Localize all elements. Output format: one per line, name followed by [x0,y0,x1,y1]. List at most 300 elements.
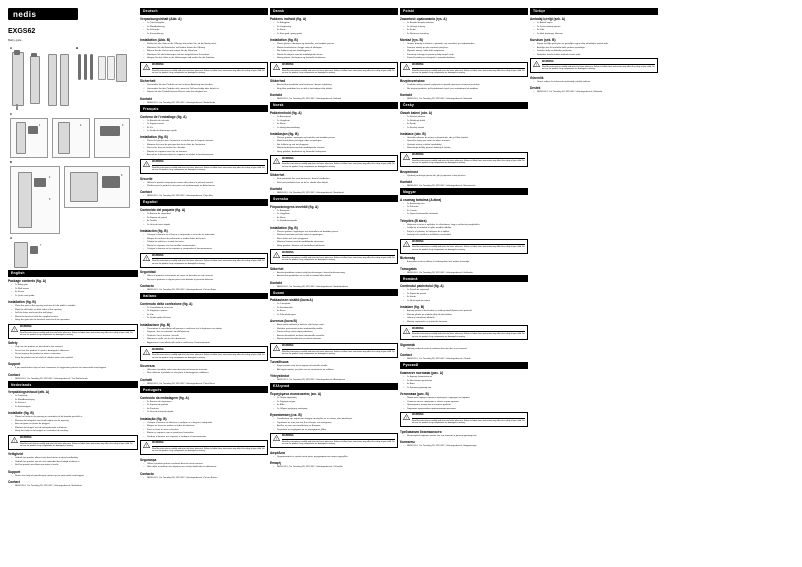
list-item: • NEDIS B.V., De Tweeling 28, 5215 MC 's-Hertogenbosch, Holandia [407,98,528,101]
section-heading: Conținutul pachetului (fig. A) [400,284,444,289]
warning-box-русский [400,412,528,427]
svg-text:!: ! [146,350,147,355]
warning-box-italiano [140,346,268,361]
list-item: • 4x Parafuso [147,408,268,411]
list-item: • Montați suporturile cu șuruburile furnizate. [407,321,528,324]
list-item: • Fúrja ki a lyukakat, és helyezze be a tipliket. [407,231,528,234]
gate-panel-main [12,52,24,106]
list-item: • Segnare i fori su entrambi i lati dell'apertura. [147,331,268,334]
list-item: • Monteer de beugels met de meegeleverde schroeven. [15,427,138,430]
list-item: • Açıklığın her iki tarafında delik yerlerini işaretleyin. [537,47,658,50]
section-heading: Contenuto della confezione (fig. A) [140,301,193,306]
list-item: • 1x Барьер безопасности [407,376,528,379]
list-item: • 4x Skruv [277,217,398,220]
warning-text: Read the instructions carefully and retain for future reference. Failure to follow these instructions may affect the safety of your child. Do not use the product if any components are damaged or missing. [282,256,395,262]
list-item: • Agganciare il cancelletto alle staffe e verificarne il funzionamento. [147,342,268,345]
list-item: • Σημειώστε τις οπές και στις δύο πλευρές του ανοίγματος. [277,422,398,425]
warning-text: Read the instructions carefully and retain for future reference. Failure to follow these instructions may affect the safety of your child. Do not use the product if any components are damaged or missing. [412,159,525,165]
warning-triangle-icon [273,252,280,258]
language-heading-suomi: Suomi [270,289,398,296]
gate-panel-secondary [30,56,40,104]
section-heading: Kontakt [270,93,282,98]
svg-text:!: ! [276,347,277,352]
list-item: • 4x Schraube [147,29,268,32]
list-item: • 2x Suporte de parede [147,404,268,407]
list-item: • Häng grinden i fästena och kontrollera funktionen. [277,245,398,248]
section-heading: Support [8,362,21,367]
list-item: • Szerelje fel a tartókat a mellékelt csavarokkal. [407,234,528,237]
list-item: • Faça os furos e insira as buchas. [147,429,268,432]
screw-2 [84,54,87,80]
svg-text:!: ! [146,66,147,71]
section-heading: Contact [400,353,412,358]
list-item: • No use el producto si alguna pieza está dañada o presenta defectos. [147,279,268,282]
list-item: • 1x Türschutzgitter [147,22,268,25]
section-heading: Contacto [140,284,154,289]
list-item: • 1x Stručný návod [407,127,528,130]
list-item: • If you need further help or have comments or suggestions please visit www.nedis.com/support [15,367,138,370]
section-heading: Asennus (kuva B) [270,319,297,324]
list-item: • 1x Poartă de siguranță [407,289,528,292]
language-heading-svenska: Svenska [270,195,398,202]
warning-title: WARNING [412,326,424,330]
warning-title: WARNING [152,347,164,351]
list-item: • Vyvrtejte otvory a vložte hmoždinky. [407,144,528,147]
warning-title: WARNING [412,413,424,417]
language-column-4 [400,8,528,449]
section-heading: Περιεχόμενα συσκευασίας (εικ. A) [270,392,322,397]
list-item: • Marcați găurile pe ambele părți ale deschiderii. [407,314,528,317]
list-item: • Plaats het hekje in de opening en controleer of de breedte geschikt is. [15,416,138,419]
section-heading: Verpackungsinhalt (Abb. A) [140,17,182,22]
warning-title: WARNING [282,344,294,348]
section-heading: Biztonság [400,256,416,261]
svg-text:!: ! [14,439,15,444]
list-item: • Setzen Sie das Produkt keinem Wasser oder Feuchtigkeit aus. [147,91,268,94]
section-heading: Montaż (rys. B) [400,38,423,43]
warning-triangle-icon [533,61,540,67]
list-item: • Vyznačte otvory pro vrtání na obou stranách. [407,140,528,143]
list-item: • Bor hullene og sett inn pluggene. [277,144,398,147]
svg-text:!: ! [276,437,277,442]
language-heading-norsk: Norsk [270,102,398,109]
list-item: • Monte los soportes con los tornillos suministrados. [147,245,268,248]
list-item: • Merk borehullene på begge sider av åpningen. [277,140,398,143]
list-item: • 4x Skrue [277,123,398,126]
list-item: • Brug ikke produktet hvis en del er beskadiget eller defekt. [277,88,398,91]
list-item: • Accrochez la barrière dans les supports et vérifiez le fonctionnement. [147,154,268,157]
warning-box-nederlands [8,435,138,450]
list-item: • Utilice el producto únicamente tal como se describe en este manual. [147,275,268,278]
callout-4: 4 [49,176,51,179]
section-heading: Pakkauksen sisältö (kuva A) [270,298,313,303]
figure-c-gate [16,122,26,154]
section-heading: Support [8,469,21,474]
section-heading: Contatti [140,377,153,382]
figure-c-mount [100,126,120,136]
language-column-5 [530,8,658,95]
list-item: • NEDIS B.V., De Tweeling 28, 5215 MC 's-Hertogenbosch, Holland [277,98,398,101]
section-heading: Ασφάλεια [270,450,285,455]
gate-latch-top [14,50,20,55]
list-item: • 1x Hurtigstartveiledning [277,127,398,130]
list-item: • Place the gate in the opening and check if the width is suitable. [15,305,138,308]
list-item: • Anvend kun produktet som beskrevet i denne vejledning. [277,84,398,87]
section-heading: Safety [8,341,18,346]
language-heading-español: Español [140,199,268,206]
list-item: • 1x Kurzanleitung [147,33,268,36]
list-item: • Praticare i fori e inserire i tasselli. [147,335,268,338]
list-item: • NEDIS B.V., De Tweeling 28, 5215 MC 's-Hertogenbosch, Ολλανδία [277,466,398,469]
language-column-1 [8,270,138,489]
section-heading: Kontakt [270,280,282,285]
svg-text:!: ! [406,416,407,421]
list-item: • 2x Wandhalterung [147,26,268,29]
callout-3: 3 [122,124,124,127]
list-item: • Отметьте места сверления с обеих сторон проема. [407,401,528,404]
list-item: • Monte os suportes com os parafusos fornecidos. [147,432,268,435]
warning-text: Read the instructions carefully and retain for future reference. Failure to follow these instructions may affect the safety of your child. Do not use the product if any components are damaged or missing. [412,246,525,251]
section-heading: Contenu de l'emballage (fig. A) [140,114,187,119]
warning-box-ελληνικά [270,433,398,448]
section-heading: Installazione (fig. B) [140,322,171,327]
list-item: • 2x Настенное крепление [407,380,528,383]
list-item: • Verwenden Sie das Produkt nur wie in dieser Anleitung beschrieben. [147,84,268,87]
list-item: • 2x Support mural [147,123,268,126]
list-item: • Asenna kiinnikkeet mukana toimitetuilla ruuveilla. [277,335,398,338]
warning-triangle-icon [143,64,150,70]
language-heading-magyar: Magyar [400,188,528,195]
section-heading: Segurança [140,457,157,462]
section-heading: Kontakt [270,186,282,191]
warning-triangle-icon [403,64,410,70]
list-item: • Braketleri ürünle verilen vidalarla monte edin. [537,54,658,57]
list-item: • NEDIS B.V., De Tweeling 28, 5215 MC 's-Hertogenbosch, Нидерланды [407,445,528,448]
list-item: • Výrobek používejte pouze tak, jak je popsáno v této příručce. [407,175,528,178]
list-item: • Namontujte držáky pomocí dodaných šroubů. [407,147,528,150]
list-item: • NEDIS B.V., De Tweeling 28, 5215 MC 's-Hertogenbosch, Nederland [277,192,398,195]
list-item: • 1x Οδηγός γρήγορης εκκίνησης [277,408,398,411]
warning-triangle-icon [403,328,410,334]
list-item: • Boor de gaten en plaats de pluggen. [15,423,138,426]
list-item: • 1x Guida rapida all'avvio [147,317,268,320]
warning-triangle-icon [143,255,150,261]
warning-title: WARNING [152,160,164,164]
warning-text: Read the instructions carefully and retain for future reference. Failure to follow these instructions may affect the safety of your child. Do not use the product if any components are damaged or missing. [412,333,525,338]
wall-mount-bracket [116,54,127,82]
list-item: • Ripusta portti kiinnikkeisiin ja tarkista toiminta. [277,338,398,341]
wall-plug-1 [98,56,106,80]
list-item: • Coloque a barreira na abertura e verifique se a largura é adequada. [147,422,268,425]
list-item: • Hängen Sie das Gitter in die Halterungen und prüfen Sie die Funktion. [147,57,268,60]
list-item: • Marker borehullerne i begge sider af åbningen. [277,47,398,50]
list-item: • 1x Kom godt i gang-guide [277,33,398,36]
section-heading: Sikkerhet [270,173,285,178]
list-item: • Marque los orificios de perforación a ambos lados del hueco. [147,238,268,241]
list-item: • Τοποθετήστε την πόρτα στο άνοιγμα και ελέγξτε αν το πλάτος είναι κατάλληλο. [277,418,398,421]
svg-text:!: ! [406,66,407,71]
list-item: • Ανοίξτε τις οπές και τοποθετήστε τα βύσματα. [277,425,398,428]
list-item: • Zaznacz otwory po obu stronach przejścia. [407,47,528,50]
list-item: • 2x Fali tartó [407,206,528,209]
section-heading: Контакты [400,440,416,445]
list-item: • 2x Vægbeslag [277,26,398,29]
list-item: • 4x Ruuvi [277,310,398,313]
warning-triangle-icon [11,326,18,332]
gate-hinge [31,53,37,57]
section-heading: Installation (fig. B) [270,38,298,43]
section-heading: Veiligheid [8,452,23,457]
language-heading-français: Français [140,105,268,112]
figure-e-gate [14,242,28,268]
section-heading: Obsah balení (obr. A) [400,111,432,115]
figure-e-latch [30,246,38,254]
section-heading: Contact [140,190,152,195]
list-item: • 4x Śruba [407,29,528,32]
list-item: • 1x Barngrind [277,210,398,213]
list-item: • Do not use the product if a part is damaged or defective. [15,350,138,353]
section-heading: Ambalaj içeriği (şek. A) [530,17,565,22]
list-item: • Jelölje be a furatokat a nyílás mindkét oldalán. [407,227,528,230]
language-heading-dansk: Dansk [270,8,398,15]
list-item: • Hang the gate into the brackets and check the operation. [15,319,138,322]
section-heading: Installation (fig. B) [8,300,36,305]
list-item: • NEDIS B.V., De Tweeling 28, 5215 MC 's-Hertogenbosch, Nederländerna [277,286,398,289]
list-item: • Stellen Sie das Gitter in die Öffnung und prüfen Sie, ob die Breite passt. [147,43,268,46]
list-item: • Only use the product as described in this manual. [15,346,138,349]
section-heading: Contenido del paquete (fig. A) [140,208,186,213]
warning-triangle-icon [403,154,410,160]
list-item: • Bor hullerne og sæt rawlpluggene i. [277,50,398,53]
list-item: • NEDIS B.V., De Tweeling 28, 5215 MC 's-Hertogenbosch, The Netherlands [15,378,138,381]
list-item: • 1x Guía de inicio rápido [147,224,268,227]
list-item: • Käytä tuotetta vain tässä oppaassa kuvatulla tavalla. [277,365,398,368]
list-item: • Zawieś bramkę na uchwytach i sprawdź działanie. [407,57,528,60]
warning-triangle-icon [143,161,150,167]
svg-text:!: ! [406,329,407,334]
warning-box-svenska [270,249,398,264]
callout-2: 2 [80,124,82,127]
section-heading: Güvenlik [530,75,544,80]
list-item: • 1x Biztonsági rács [407,203,528,206]
list-item: • NEDIS B.V., De Tweeling 28, 5215 MC 's-Hertogenbosch, Países Baixos [147,477,268,480]
language-heading-русский: Русский [400,362,528,369]
figure-c-gate-2 [58,122,70,154]
list-item: • 4x Tornillo [147,220,268,223]
list-item: • Nie używaj produktu, jeśli jakakolwiek część jest uszkodzona lub wadliwa. [407,88,528,91]
list-item: • 2x Στήριγμα τοίχου [277,401,398,404]
figure-label-e: A [10,236,13,240]
section-heading: Turvallisuus [270,360,289,365]
list-item: • Umístěte zábranu do otvoru a zkontrolujte, zda je šířka vhodná. [407,137,528,140]
list-item: • N'utilisez pas le produit si une pièce est endommagée ou défectueuse. [147,185,268,188]
list-item: • Drill the holes and insert the wall plugs. [15,312,138,315]
warning-title: WARNING [152,63,164,67]
list-item: • NEDIS B.V., De Tweeling 28, 5215 MC 's-Hertogenbosch, Alankomaat [277,379,398,382]
figure-d-latch [34,178,46,187]
warning-title: WARNING [20,325,32,329]
list-item: • Montieren Sie die Halterungen mit den mitgelieferten Schrauben. [147,54,268,57]
list-item: • Posizionare il cancelletto nell'apertura e verificare che la larghezza sia adatta. [147,328,268,331]
list-item: • Ürünü sadece bu kılavuzda açıklandığı şekilde kullanın. [537,81,658,84]
list-item: • Stel het product niet bloot aan water of vocht. [15,464,138,467]
section-heading: Förpackningens innehåll (fig. A) [270,204,319,209]
warning-text: Read the instructions carefully and retain for future reference. Failure to follow these instructions may affect the safety of your child. Do not use the product if any components are damaged or missing. [20,331,133,336]
warning-title: WARNING [20,436,32,440]
list-item: • 1x Dětská zábrana [407,116,528,119]
warning-triangle-icon [273,64,280,70]
list-item: • Cuelgue la barrera en los soportes y compruebe el funcionamiento. [147,248,268,251]
list-item: • Plasser grinden i åpningen og kontroller om bredden passer. [277,137,398,140]
list-item: • Utilize o produto apenas conforme descrito neste manual. [147,463,268,466]
list-item: • 4x Винт [407,383,528,386]
section-heading: Támogatás [400,266,417,271]
section-heading: Επαφή [270,461,281,466]
list-item: • 4x Vite [147,314,268,317]
list-item: • Monter beslagene med de medfølgende skruer. [277,54,398,57]
list-item: • Hæng gitteret i beslagene og kontroller funktionen. [277,57,398,60]
list-item: • Hang het hekje in de beugels en controleer de werking. [15,430,138,433]
section-heading: Package contents (fig. A) [8,279,46,284]
list-item: • 4x Schroef [15,402,138,405]
list-item: • Delikleri delin ve dübelleri yerleştirin. [537,50,658,53]
list-item: • 2x Soporte de pared [147,217,268,220]
warning-box-türkçe [530,58,658,73]
language-column-2 [140,8,268,480]
language-heading-română: Română [400,275,528,282]
svg-text:!: ! [146,444,147,449]
warning-text: Read the instructions carefully and retain for future reference. Failure to follow these instructions may affect the safety of your child. Do not use the product if any components are damaged or missing. [542,66,655,71]
list-item: • Așezați poarta în deschidere și verificați dacă lățimea este potrivită. [407,310,528,313]
section-heading: Bezpieczeństwo [400,79,425,84]
svg-text:!: ! [276,66,277,71]
warning-text: Read the instructions carefully and retain for future reference. Failure to follow these instructions may affect the safety of your child. Do not use the product if any components are damaged or missing. [282,440,395,446]
list-item: • Do not expose the product to water or moisture. [15,353,138,356]
brand-logo [8,8,78,20]
gate-foot [16,104,18,110]
list-item: • Mark the drill holes on both sides of the opening. [15,309,138,312]
list-item: • Χρησιμοποιείτε το προϊόν μόνο όπως περιγράφεται στο παρόν εγχειρίδιο. [277,456,398,459]
list-item: • Verwenden Sie das Produkt nicht, wenn ein Teil beschädigt oder defekt ist. [147,88,268,91]
warning-title: WARNING [282,63,294,67]
list-item: • Umieść bramkę w otworze i sprawdź, czy szerokość jest odpowiednia. [407,43,528,46]
list-item: • 2x Wall mount [15,288,138,291]
figure-d-detail [70,172,98,202]
svg-text:!: ! [146,163,147,168]
list-item: • NEDIS B.V., De Tweeling 28, 5215 MC 's-Hertogenbosch, Hollandia [407,272,528,275]
list-item: • Taladre los orificios e inserte los tacos. [147,241,268,244]
warning-text: Read the instructions carefully and retain for future reference. Failure to follow these instructions may affect the safety of your child. Do not use the product if any components are damaged or missing. [152,447,265,453]
warning-box-deutsch [140,62,268,77]
language-heading-italiano: Italiano [140,293,268,300]
list-item: • Markeer de boorgaten aan beide zijden van de opening. [15,420,138,423]
list-item: • Aseta portti aukkoon ja tarkista, että leveys sopii. [277,324,398,327]
list-item: • NEDIS B.V., De Tweeling 28, 5215 MC 's-Hertogenbosch, Olanda [407,358,528,361]
section-heading: Bezpečnost [400,169,418,174]
list-item: • Montare le staffe con le viti in dotazione. [147,338,268,341]
list-item: • 1x Cancelletto di sicurezza [147,307,268,310]
list-item: • Monter brakettene med de medfølgende skruene. [277,147,398,150]
list-item: • 1x Bebek kapısı [537,22,658,25]
list-item: • 1x Quick start guide [15,295,138,298]
list-item: • Poraa reiät ja aseta tulpat paikalleen. [277,331,398,334]
list-item: • Non utilizzare il prodotto se una parte è danneggiata o difettosa. [147,372,268,375]
figure-panel [8,46,136,268]
list-item: • 2x Nástěnný držák [407,120,528,123]
list-item: • Bruk produktet kun som beskrevet i denne håndboken. [277,178,398,181]
list-item: • 2x Suport de perete [407,293,528,296]
svg-text:!: ! [276,253,277,258]
section-heading: Installation (fig. B) [140,135,168,140]
warning-title: WARNING [282,156,294,160]
figure-label-c: C [10,112,13,116]
section-heading: Pakkeinnhold (fig. A) [270,111,302,115]
language-heading-nederlands: Nederlands [8,381,138,388]
warning-box-română [400,325,528,340]
list-item: • 1x Barrera de seguridad [147,213,268,216]
list-item: • NEDIS B.V., De Tweeling 28, 5215 MC 's-Hertogenbosch, Niederlande [147,102,268,105]
section-heading: Установка (рис. B) [400,392,429,397]
list-item: • 4x Βίδα [277,404,398,407]
list-item: • 1x Barnegrind [277,116,398,119]
warning-text: Read the instructions carefully and retain for future reference. Failure to follow these instructions may affect the safety of your child. Do not use the product if any components are damaged or missing. [152,166,265,172]
list-item: • 2x Duvar montaj aparatı [537,26,658,29]
list-item: • Закрепите кронштейны прилагаемыми винтами. [407,408,528,411]
list-item: • A terméket csak az ebben a kézikönyvben leírt módon használja. [407,261,528,264]
list-item: • 2x Väggfäste [277,213,398,216]
section-heading: Kontakt [400,93,412,98]
warning-triangle-icon [11,437,18,443]
warning-box-english [8,324,138,339]
warning-box-français [140,159,268,174]
list-item: • 1x Краткое руководство [407,387,528,390]
section-heading: Pakkens indhold (fig. A) [270,17,307,22]
list-item: • NEDIS B.V., De Tweeling 28, 5215 MC 's-Hertogenbosch, Nizozemsko [407,185,528,188]
screw-3 [90,54,93,80]
section-heading: Kontakt [140,96,152,101]
warning-triangle-icon [403,414,410,420]
list-item: • Não utilize o produto caso alguma peça esteja danificada ou defeituosa. [147,466,268,469]
language-heading-português: Português [140,386,268,393]
section-heading: Telepítés (B ábra) [400,218,427,223]
warning-text: Read the instructions carefully and retain for future reference. Failure to follow these instructions may affect the safety of your child. Do not use the product if any components are damaged or missing. [282,69,395,74]
list-item: • NEDIS B.V., De Tweeling 28, 5215 MC 's-Hertogenbosch, Paesi Bassi [147,383,268,386]
gate-post-left [48,54,57,106]
list-item: • Pendure a barreira nos suportes e verifique o funcionamento. [147,436,268,439]
warning-text: Read the instructions carefully and retain for future reference. Failure to follow these instructions may affect the safety of your child. Do not use the product if any components are damaged or missing. [152,260,265,265]
list-item: • 1x Hızlı başlangıç kılavuzu [537,33,658,36]
section-heading: Verpakkingsinhoud (afb. A) [8,390,50,395]
figure-c-latch [28,124,41,134]
figure-c-frame-3 [94,118,130,158]
svg-text:!: ! [146,257,147,262]
warning-title: WARNING [412,153,424,157]
list-item: • Marquez les trous de perçage des deux côtés de l'ouverture. [147,144,268,147]
list-item: • 2x Supporto a parete [147,310,268,313]
list-item: • Placez la barrière dans l'ouverture et vérifiez que la largeur convient. [147,140,268,143]
list-item: • Använd produkten endast enligt beskrivningen i denna bruksanvisning. [277,272,398,275]
section-heading: Installation (Abb. B) [140,38,171,43]
figure-d-gate [18,172,32,228]
callout-1: 1 [39,124,41,127]
section-heading: Siguranță [400,342,415,347]
section-heading: Sicherheit [140,79,156,84]
section-heading: Εγκατάσταση (εικ. B) [270,413,302,418]
warning-title: WARNING [282,434,294,438]
list-item: • Поместите барьер в проем и проверьте, подходит ли ширина. [407,397,528,400]
section-heading: Instalace (obr. B) [400,131,426,136]
warning-triangle-icon [273,345,280,351]
